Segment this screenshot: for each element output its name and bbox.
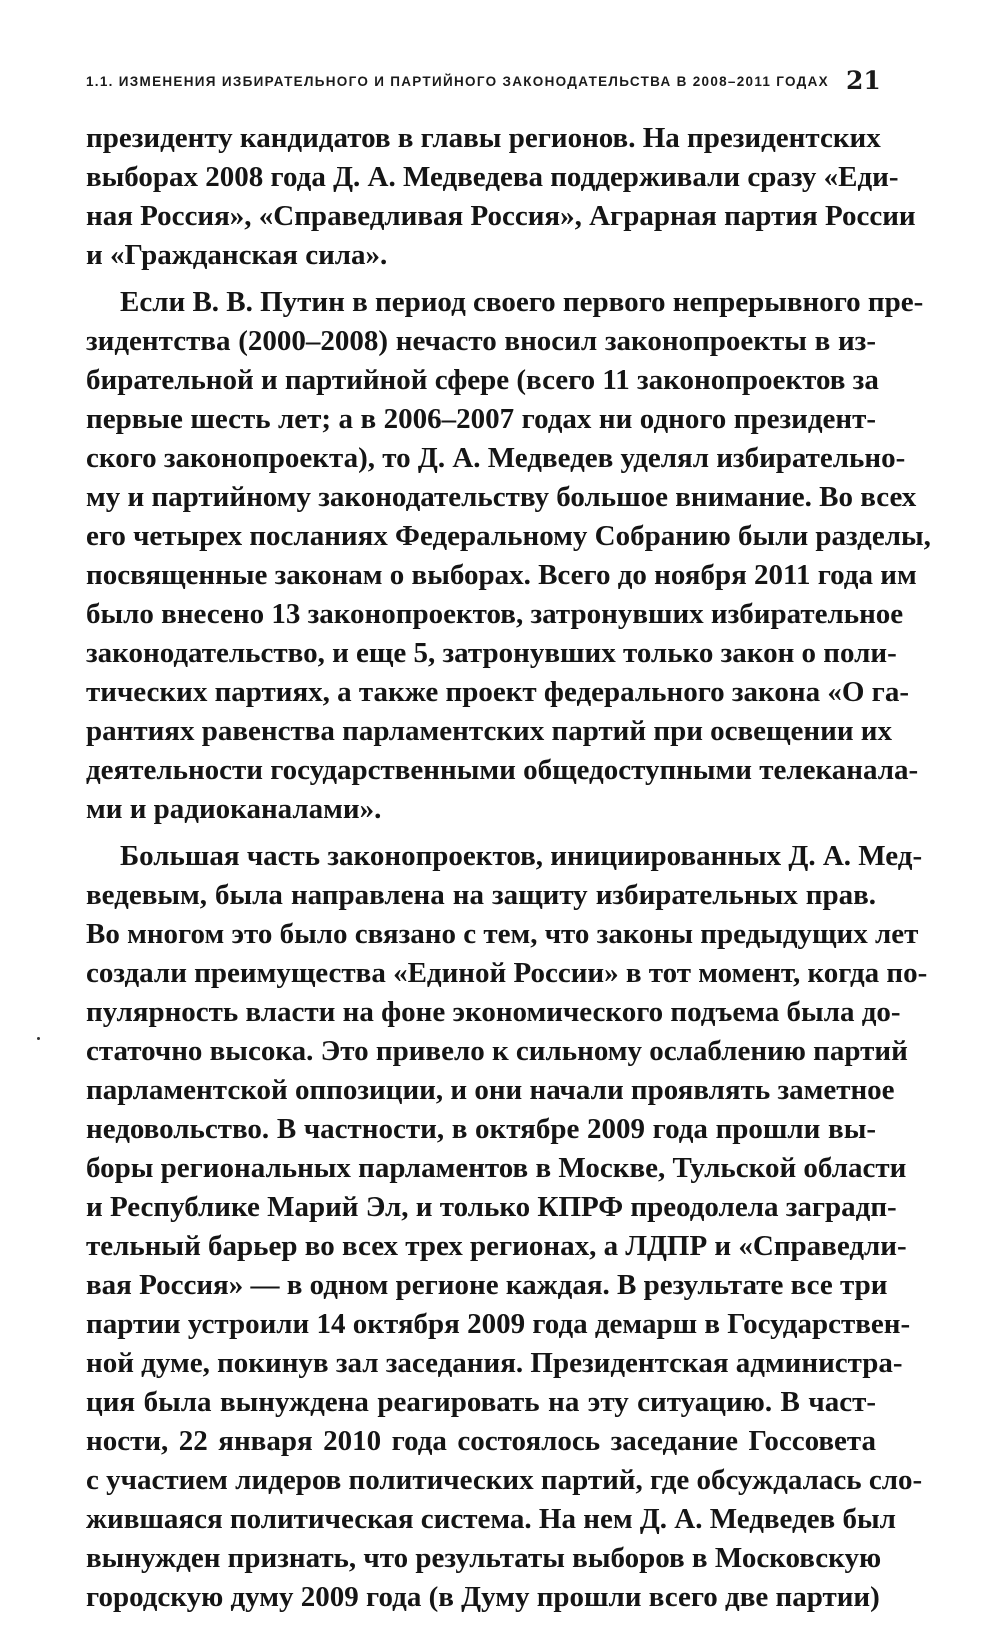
text-line: с участием лидеров политических партий, где обсуждалась сло-	[86, 1464, 923, 1496]
text-line: ского законопроекта), то Д. А. Медведев уделял избирательно-	[86, 442, 906, 474]
running-header: 1.1. ИЗМЕНЕНИЯ ИЗБИРАТЕЛЬНОГО И ПАРТИЙНОГО ЗАКОНОДАТЕЛЬСТВА В 2008–2011 ГОДАХ	[86, 74, 829, 89]
text-line: ная Россия», «Справедливая Россия», Аграрная партия России	[86, 200, 916, 232]
paragraph	[86, 119, 916, 275]
text-line: Большая часть законопроектов, инициированных Д. А. Мед-	[120, 840, 923, 872]
text-line: ной думе, покинув зал заседания. Президентская администра-	[86, 1347, 903, 1379]
text-line: боры региональных парламентов в Москве, Тульской области	[86, 1152, 907, 1184]
text-line: первые шесть лет; а в 2006–2007 годах ни одного президент-	[86, 403, 876, 435]
text-line: партии устроили 14 октября 2009 года демарш в Государствен-	[86, 1308, 911, 1340]
text-line: Если В. В. Путин в период своего первого непрерывного пре-	[120, 286, 924, 318]
body-text	[86, 119, 931, 1625]
text-line: жившаяся политическая система. На нем Д. А. Медведев был	[86, 1503, 896, 1535]
text-line: тических партиях, а также проект федерального закона «О га-	[86, 676, 909, 708]
text-line: зидентства (2000–2008) нечасто вносил законопроекты в из-	[86, 325, 876, 357]
text-line: рантиях равенства парламентских партий при освещении их	[86, 715, 892, 747]
text-line: президенту кандидатов в главы регионов. На президентских	[86, 122, 881, 154]
text-line: Во многом это было связано с тем, что законы предыдущих лет	[86, 918, 919, 950]
text-line: и «Гражданская сила».	[86, 239, 388, 271]
text-line: ности, 22 января 2010 года состоялось заседание Госсовета	[86, 1425, 876, 1457]
margin-speck	[37, 1037, 40, 1040]
text-line: деятельности государственными общедоступными телеканала-	[86, 754, 919, 786]
page-number: 21	[846, 66, 881, 95]
text-line: вынужден признать, что результаты выборов в Московскую	[86, 1542, 882, 1574]
text-line: ция была вынуждена реагировать на эту ситуацию. В част-	[86, 1386, 876, 1418]
text-line: парламентской оппозиции, и они начали проявлять заметное	[86, 1074, 895, 1106]
text-line: ведевым, была направлена на защиту избирательных прав.	[86, 879, 876, 911]
text-line: городскую думу 2009 года (в Думу прошли всего две партии)	[86, 1581, 880, 1613]
text-line: и Республике Марий Эл, и только КПРФ преодолела заградп-	[86, 1191, 897, 1223]
text-line: законодательство, и еще 5, затронувших только закон о поли-	[86, 637, 897, 669]
paragraph	[86, 283, 931, 829]
paragraph	[86, 837, 928, 1617]
text-line: пулярность власти на фоне экономического подъема была до-	[86, 996, 901, 1028]
text-line: вая Россия» — в одном регионе каждая. В результате все три	[86, 1269, 888, 1301]
text-line: статочно высока. Это привело к сильному ослаблению партий	[86, 1035, 908, 1067]
text-line: му и партийному законодательству большое внимание. Во всех	[86, 481, 917, 513]
text-line: тельный барьер во всех трех регионах, а ЛДПР и «Справедли-	[86, 1230, 907, 1262]
text-line: его четырех посланиях Федеральному Собранию были разделы,	[86, 520, 931, 552]
text-line: было внесено 13 законопроектов, затронувших избирательное	[86, 598, 904, 630]
text-line: создали преимущества «Единой России» в тот момент, когда по-	[86, 957, 928, 989]
text-line: ми и радиоканалами».	[86, 793, 382, 825]
text-line: бирательной и партийной сфере (всего 11 законопроектов за	[86, 364, 879, 396]
text-line: недовольство. В частности, в октябре 2009 года прошли вы-	[86, 1113, 876, 1145]
text-line: выборах 2008 года Д. А. Медведева поддерживали сразу «Еди-	[86, 161, 899, 193]
text-line: посвященные законам о выборах. Всего до ноября 2011 года им	[86, 559, 917, 591]
